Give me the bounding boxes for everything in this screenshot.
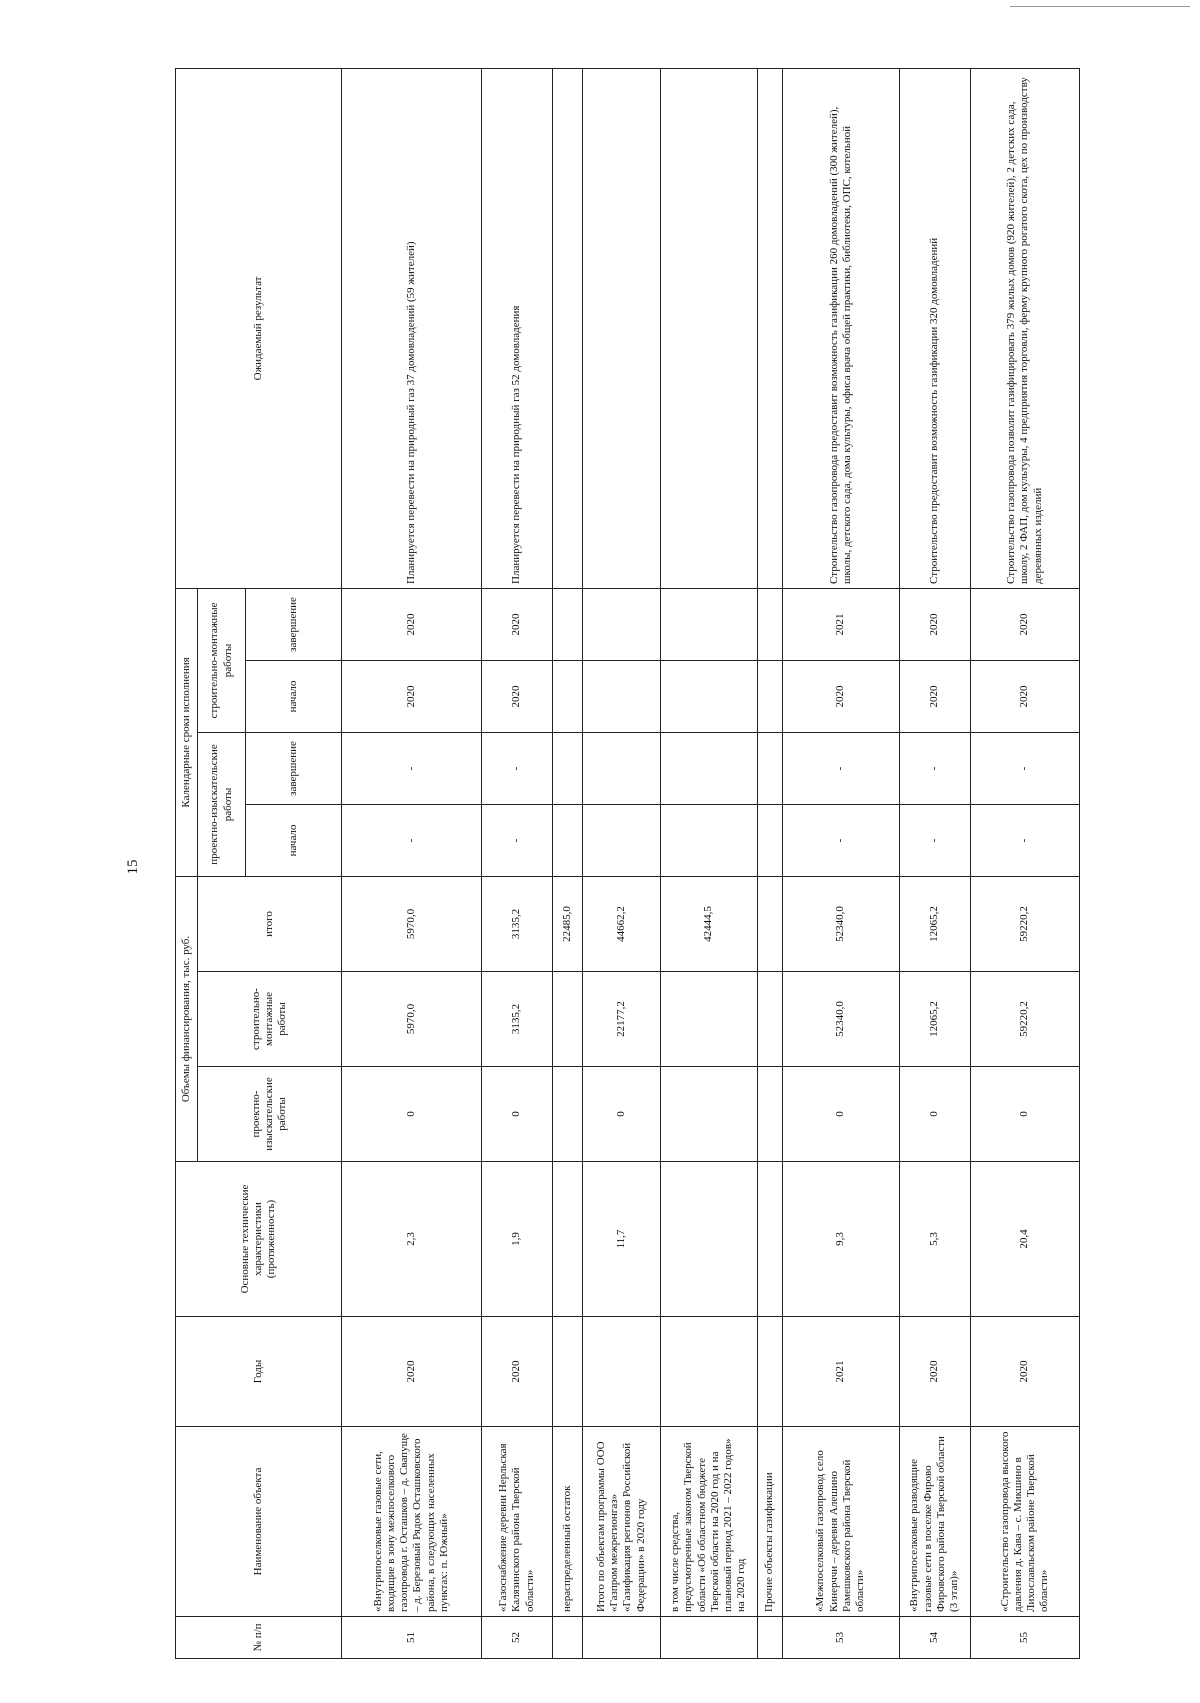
cell-year: 2020 bbox=[342, 1317, 482, 1427]
cell-result: Строительство газопровода предоставит возможность газификации 260 домовладений (300 жителей), школы, детского сада, дома культуры, офиса врача общей практики, библиотеки, ОПС, котельной bbox=[782, 68, 899, 588]
cell-construction-start: 2020 bbox=[899, 660, 970, 732]
remainder-total: 22485,0 bbox=[553, 876, 583, 971]
cell-total: 3135,2 bbox=[481, 876, 552, 971]
header-tech: Основные технические характеристики (протяженность) bbox=[176, 1162, 342, 1317]
cell-construction-end: 2020 bbox=[970, 588, 1079, 660]
page-number: 15 bbox=[124, 859, 141, 875]
header-construction-start: начало bbox=[246, 660, 342, 732]
cell-survey-end: - bbox=[782, 732, 899, 804]
header-schedule: Календарные сроки исполнения bbox=[176, 588, 198, 876]
header-funding: Объемы финансирования, тыс. руб. bbox=[176, 876, 198, 1161]
cell-year: 2021 bbox=[782, 1317, 899, 1427]
cell-year: 2020 bbox=[481, 1317, 552, 1427]
header-survey-funding: проектно-изыскательские работы bbox=[198, 1067, 342, 1162]
cell-total: 52340,0 bbox=[782, 876, 899, 971]
cell-construction-funding: 12065,2 bbox=[899, 972, 970, 1067]
header-construction-end: завершение bbox=[246, 588, 342, 660]
cell-year: 2020 bbox=[970, 1317, 1079, 1427]
program-total-label: Итого по объектам программы ООО «Газпром межрегионгаз» «Газификация регионов Российской Федерации» в 2020 году bbox=[582, 1427, 660, 1617]
program-total-total: 44662,2 bbox=[582, 876, 660, 971]
header-survey-start: начало bbox=[246, 804, 342, 876]
cell-survey-start: - bbox=[481, 804, 552, 876]
cell-construction-end: 2020 bbox=[899, 588, 970, 660]
program-total-construction-funding: 22177,2 bbox=[582, 972, 660, 1067]
scan-edge-mark bbox=[1010, 6, 1190, 7]
section-row bbox=[757, 68, 782, 1658]
budget-note-total: 42444,5 bbox=[660, 876, 757, 971]
header-construction-works: строительно-монтажные работы bbox=[198, 588, 246, 732]
header-years: Годы bbox=[176, 1317, 342, 1427]
cell-construction-end: 2021 bbox=[782, 588, 899, 660]
table-row bbox=[899, 68, 970, 1658]
other-section-label: Прочие объекты газификации bbox=[757, 1427, 782, 1617]
cell-total: 59220,2 bbox=[970, 876, 1079, 971]
program-total-survey-funding: 0 bbox=[582, 1067, 660, 1162]
cell-tech: 20,4 bbox=[970, 1162, 1079, 1317]
cell-num: 53 bbox=[782, 1617, 899, 1659]
gasification-objects-table bbox=[175, 68, 1080, 1659]
budget-note-label: в том числе средства, предусмотренные законом Тверской области «Об областном бюджете Тверской области на 2020 год и на плановый период 2021 – 2022 годов» на 2020 год bbox=[660, 1427, 757, 1617]
cell-result: Строительство предоставит возможность газификации 320 домовладений bbox=[899, 68, 970, 588]
cell-survey-funding: 0 bbox=[481, 1067, 552, 1162]
cell-survey-end: - bbox=[481, 732, 552, 804]
cell-num: 51 bbox=[342, 1617, 482, 1659]
cell-name: «Внутрипоселковые газовые сети, входящие в зону межпоселкового газопровода г. Осташков – д. Свапуще – д. Березовый Рядок Осташковского района, в следующих населенных пунктах: п. Южный» bbox=[342, 1427, 482, 1617]
cell-construction-start: 2020 bbox=[970, 660, 1079, 732]
budget-note-row bbox=[660, 68, 757, 1658]
cell-survey-start: - bbox=[342, 804, 482, 876]
cell-survey-start: - bbox=[970, 804, 1079, 876]
cell-name: «Газоснабжение деревни Нерльская Калязинского района Тверской области» bbox=[481, 1427, 552, 1617]
table-row bbox=[782, 68, 899, 1658]
header-construction-funding: строительно-монтажные работы bbox=[198, 972, 342, 1067]
cell-total: 5970,0 bbox=[342, 876, 482, 971]
cell-survey-end: - bbox=[970, 732, 1079, 804]
table-row bbox=[970, 68, 1079, 1658]
cell-construction-start: 2020 bbox=[782, 660, 899, 732]
cell-total: 12065,2 bbox=[899, 876, 970, 971]
cell-tech: 5,3 bbox=[899, 1162, 970, 1317]
cell-year: 2020 bbox=[899, 1317, 970, 1427]
cell-construction-end: 2020 bbox=[342, 588, 482, 660]
header-name: Наименование объекта bbox=[176, 1427, 342, 1617]
cell-construction-funding: 52340,0 bbox=[782, 972, 899, 1067]
cell-construction-funding: 3135,2 bbox=[481, 972, 552, 1067]
cell-name: «Внутрипоселковые разводящие газовые сети в поселке Фирово Фировского района Тверской области (3 этап)» bbox=[899, 1427, 970, 1617]
header-survey-end: завершение bbox=[246, 732, 342, 804]
header-num: № п/п bbox=[176, 1617, 342, 1659]
cell-num: 52 bbox=[481, 1617, 552, 1659]
cell-survey-funding: 0 bbox=[970, 1067, 1079, 1162]
header-survey-works: проектно-изыскательские работы bbox=[198, 732, 246, 876]
cell-survey-start: - bbox=[782, 804, 899, 876]
cell-name: «Строительство газопровода высокого давления д. Кава – с. Микшино в Лихославльском районе Тверской области» bbox=[970, 1427, 1079, 1617]
header-result: Ожидаемый результат bbox=[176, 68, 342, 588]
remainder-label: нераспределенный остаток bbox=[553, 1427, 583, 1617]
cell-construction-funding: 5970,0 bbox=[342, 972, 482, 1067]
cell-construction-funding: 59220,2 bbox=[970, 972, 1079, 1067]
program-total-tech: 11,7 bbox=[582, 1162, 660, 1317]
table-row bbox=[342, 68, 482, 1658]
cell-survey-start: - bbox=[899, 804, 970, 876]
cell-construction-start: 2020 bbox=[342, 660, 482, 732]
cell-name: «Межпоселковый газопровод село Кинерччи – деревня Алешино Рамешковского района Тверской области» bbox=[782, 1427, 899, 1617]
cell-result: Планируется перевести на природный газ 52 домовладения bbox=[481, 68, 552, 588]
cell-construction-end: 2020 bbox=[481, 588, 552, 660]
remainder-row bbox=[553, 68, 583, 1658]
cell-num: 55 bbox=[970, 1617, 1079, 1659]
cell-result: Планируется перевести на природный газ 37 домовладений (59 жителей) bbox=[342, 68, 482, 588]
cell-survey-funding: 0 bbox=[899, 1067, 970, 1162]
table-row bbox=[481, 68, 552, 1658]
cell-survey-funding: 0 bbox=[782, 1067, 899, 1162]
cell-tech: 1,9 bbox=[481, 1162, 552, 1317]
header-total: итого bbox=[198, 876, 342, 971]
cell-tech: 2,3 bbox=[342, 1162, 482, 1317]
program-total-row bbox=[582, 68, 660, 1658]
cell-tech: 9,3 bbox=[782, 1162, 899, 1317]
cell-construction-start: 2020 bbox=[481, 660, 552, 732]
cell-num: 54 bbox=[899, 1617, 970, 1659]
cell-survey-funding: 0 bbox=[342, 1067, 482, 1162]
rotated-table-wrapper bbox=[175, 69, 1080, 1659]
cell-survey-end: - bbox=[342, 732, 482, 804]
cell-survey-end: - bbox=[899, 732, 970, 804]
cell-result: Строительство газопровода позволит газифицировать 379 жилых домов (920 жителей), 2 детских сада, школу, 2 ФАП, дом культуры, 4 предприятия торговли, ферму крупного рогатого скота, цех по производству деревянных изделий bbox=[970, 68, 1079, 588]
